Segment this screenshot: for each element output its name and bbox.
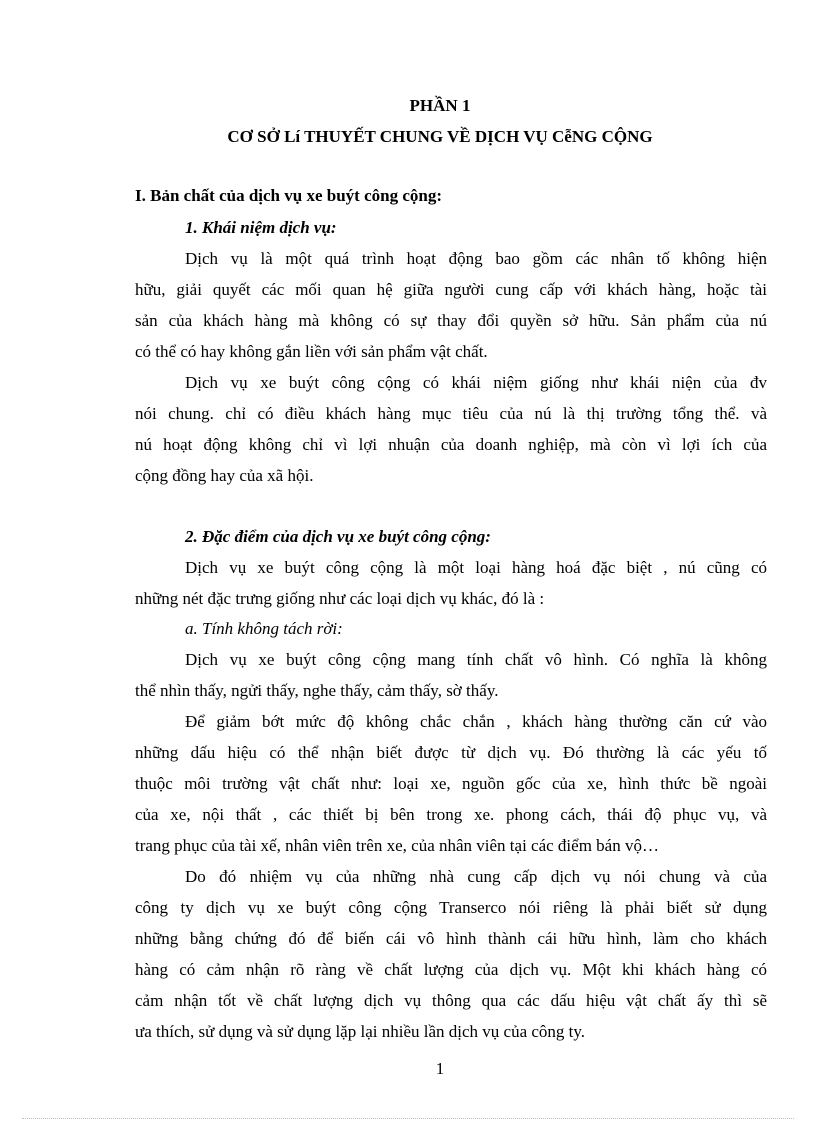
subsection-2-title: 2. Đặc điểm của dịch vụ xe buýt công cộng: [185,527,491,546]
paragraph-line: những dấu hiệu có thể nhận biết được từ dịch vụ. Đó thường là các yếu tố [135,743,767,762]
paragraph-line: nú hoạt động không chỉ vì lợi nhuận của doanh nghiệp, mà còn vì lợi ích của [135,435,767,454]
page-number: 1 [435,1059,445,1078]
paragraph-line: nói chung. chỉ có điều khách hàng mục tiêu của nú là thị trường tổng thể. và [135,404,767,423]
paragraph-line: hữu, giải quyết các mối quan hệ giữa người cung cấp với khách hàng, hoặc tài [135,280,767,299]
paragraph-line: thể nhìn thấy, ngửi thấy, nghe thấy, cảm thấy, sờ thấy. [135,681,499,700]
paragraph-line: cảm nhận tốt về chất lượng dịch vụ thông qua các dấu hiệu vật chất ấy thì sẽ [135,991,767,1010]
paragraph-line: có thể có hay không gắn liền với sản phẩm vật chất. [135,342,488,361]
paragraph-line: Dịch vụ xe buýt công cộng có khái niệm giống như khái niện của đv [185,373,767,392]
section-title: I. Bản chất của dịch vụ xe buýt công cộng: [135,186,442,205]
paragraph-line: ưa thích, sử dụng và sử dụng lặp lại nhiều lần dịch vụ của công ty. [135,1022,586,1041]
paragraph-line: hàng có cảm nhận rõ ràng về chất lượng của dịch vụ. Một khi khách hàng có [135,960,767,979]
part-heading: PHẦN 1 [409,96,471,115]
paragraph-line: những bằng chứng đó để biến cái vô hình thành cái hữu hình, làm cho khách [135,929,767,948]
page-bottom-border [22,1118,794,1119]
paragraph-line: những nét đặc trưng giống như các loại dịch vụ khác, đó là : [135,589,545,608]
subsection-1-title: 1. Khái niệm dịch vụ: [185,218,337,237]
part-subtitle: CƠ SỞ Lí THUYẾT CHUNG VỀ DỊCH VỤ CễNG CỘNG [227,127,653,146]
item-a-title: a. Tính không tách rời: [185,619,343,638]
paragraph-line: Dịch vụ xe buýt công cộng là một loại hàng hoá đặc biệt , nú cũng có [185,558,767,577]
paragraph-line: của xe, nội thất , các thiết bị bên trong xe. phong cách, thái độ phục vụ, và [135,805,767,824]
paragraph-line: Dịch vụ xe buýt công cộng mang tính chất vô hình. Có nghĩa là không [185,650,767,669]
paragraph-line: Do đó nhiệm vụ của những nhà cung cấp dịch vụ nói chung và của [185,867,767,886]
paragraph-line: trang phục của tài xế, nhân viên trên xe, của nhân viên tại các điểm bán vộ… [135,836,659,855]
paragraph-line: cộng đồng hay của xã hội. [135,466,314,485]
paragraph-line: sản của khách hàng mà không có sự thay đổi quyền sở hữu. Sản phẩm của nú [135,311,767,330]
paragraph-line: công ty dịch vụ xe buýt công cộng Transerco nói riêng là phải biết sử dụng [135,898,767,917]
paragraph-line: thuộc môi trường vật chất như: loại xe, nguồn gốc của xe, hình thức bề ngoài [135,774,767,793]
paragraph-line: Để giảm bớt mức độ không chắc chắn , khách hàng thường căn cứ vào [185,712,767,731]
paragraph-line: Dịch vụ là một quá trình hoạt động bao gồm các nhân tố không hiện [185,249,767,268]
